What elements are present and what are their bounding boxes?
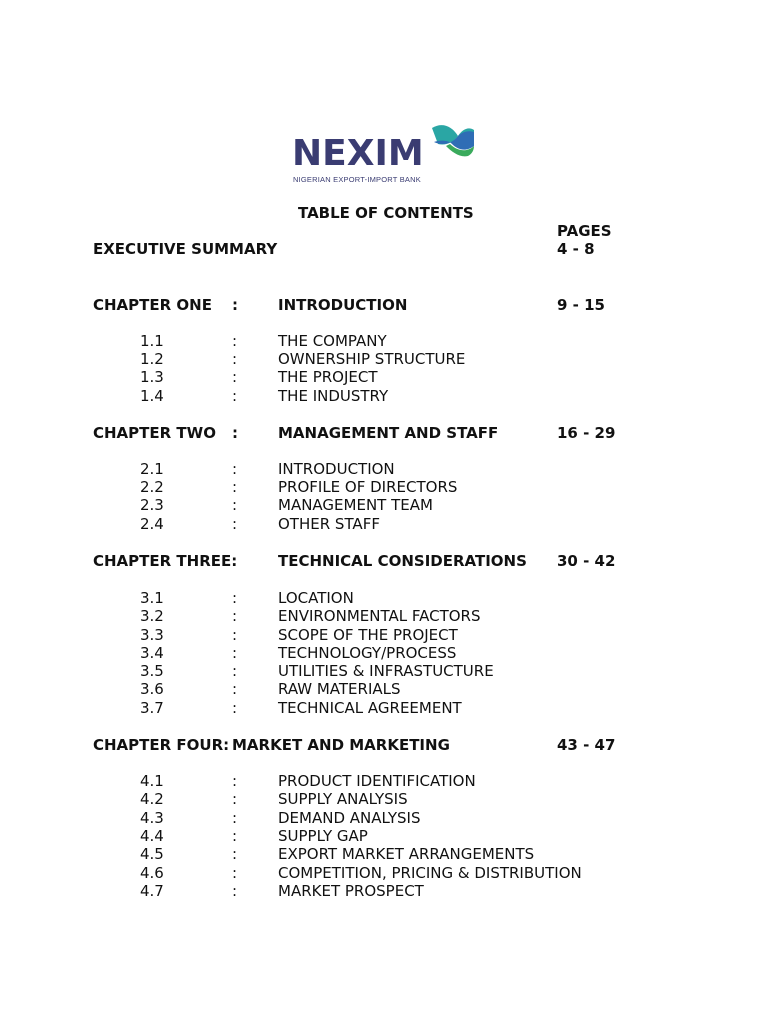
section-title: SUPPLY ANALYSIS [278,790,408,808]
nexim-ribbon-icon [428,122,476,162]
section-title: COMPETITION, PRICING & DISTRIBUTION [278,864,582,882]
section-title: ENVIRONMENTAL FACTORS [278,607,481,625]
section-number: 1.3 [140,368,164,386]
chapter-label: CHAPTER TWO [93,424,216,442]
section-number: 4.6 [140,864,164,882]
section-number: 1.4 [140,387,164,405]
section-colon: : [232,772,238,790]
section-title: OTHER STAFF [278,515,380,533]
section-colon: : [232,680,238,698]
section-title: THE INDUSTRY [278,387,389,405]
executive-summary-label: EXECUTIVE SUMMARY [93,240,278,258]
section-title: TECHNOLOGY/PROCESS [278,644,457,662]
section-number: 4.4 [140,827,164,845]
logo-subtitle: NIGERIAN EXPORT-IMPORT BANK [293,175,421,184]
section-title: PROFILE OF DIRECTORS [278,478,458,496]
chapter-pages: 30 - 42 [557,552,616,570]
section-colon: : [232,478,238,496]
section-title: THE COMPANY [278,332,387,350]
section-title: INTRODUCTION [278,460,395,478]
section-number: 1.1 [140,332,164,350]
section-colon: : [232,496,238,514]
section-colon: : [232,864,238,882]
section-colon: : [232,387,238,405]
section-colon: : [232,699,238,717]
section-colon: : [232,460,238,478]
section-colon: : [232,350,238,368]
section-number: 3.7 [140,699,164,717]
chapter-title: MANAGEMENT AND STAFF [278,424,499,442]
section-number: 4.3 [140,809,164,827]
section-title: MANAGEMENT TEAM [278,496,433,514]
logo-wordmark: NEXIM [292,133,424,174]
toc-heading: TABLE OF CONTENTS [298,204,474,222]
section-title: TECHNICAL AGREEMENT [278,699,462,717]
nexim-logo [290,122,480,188]
chapter-title: TECHNICAL CONSIDERATIONS [278,552,527,570]
section-colon: : [232,626,238,644]
section-colon: : [232,644,238,662]
section-number: 2.2 [140,478,164,496]
section-colon: : [232,827,238,845]
section-number: 4.2 [140,790,164,808]
chapter-label: CHAPTER FOUR: [93,736,230,754]
section-colon: : [232,790,238,808]
section-colon: : [232,809,238,827]
section-number: 3.3 [140,626,164,644]
section-number: 3.5 [140,662,164,680]
section-colon: : [232,882,238,900]
chapter-pages: 9 - 15 [557,296,605,314]
chapter-colon: : [232,296,238,314]
section-title: UTILITIES & INFRASTUCTURE [278,662,494,680]
section-colon: : [232,607,238,625]
chapter-label: CHAPTER THREE: [93,552,238,570]
section-title: DEMAND ANALYSIS [278,809,421,827]
section-number: 3.4 [140,644,164,662]
section-colon: : [232,332,238,350]
chapter-pages: 16 - 29 [557,424,616,442]
section-title: MARKET PROSPECT [278,882,424,900]
section-title: PRODUCT IDENTIFICATION [278,772,476,790]
executive-summary-pages: 4 - 8 [557,240,595,258]
chapter-colon: : [232,424,238,442]
section-number: 3.1 [140,589,164,607]
section-colon: : [232,515,238,533]
section-title: OWNERSHIP STRUCTURE [278,350,466,368]
section-title: RAW MATERIALS [278,680,401,698]
section-number: 3.6 [140,680,164,698]
chapter-label: CHAPTER ONE [93,296,212,314]
section-colon: : [232,662,238,680]
section-title: THE PROJECT [278,368,378,386]
section-colon: : [232,845,238,863]
section-title: EXPORT MARKET ARRANGEMENTS [278,845,535,863]
section-number: 4.1 [140,772,164,790]
section-number: 3.2 [140,607,164,625]
section-number: 2.3 [140,496,164,514]
chapter-pages: 43 - 47 [557,736,616,754]
chapter-title: INTRODUCTION [278,296,408,314]
section-number: 1.2 [140,350,164,368]
section-title: SUPPLY GAP [278,827,368,845]
section-colon: : [232,368,238,386]
section-title: SCOPE OF THE PROJECT [278,626,458,644]
section-number: 2.4 [140,515,164,533]
section-title: LOCATION [278,589,354,607]
section-number: 2.1 [140,460,164,478]
chapter-title: MARKET AND MARKETING [232,736,450,754]
section-number: 4.5 [140,845,164,863]
pages-column-header: PAGES [557,222,612,240]
section-colon: : [232,589,238,607]
section-number: 4.7 [140,882,164,900]
